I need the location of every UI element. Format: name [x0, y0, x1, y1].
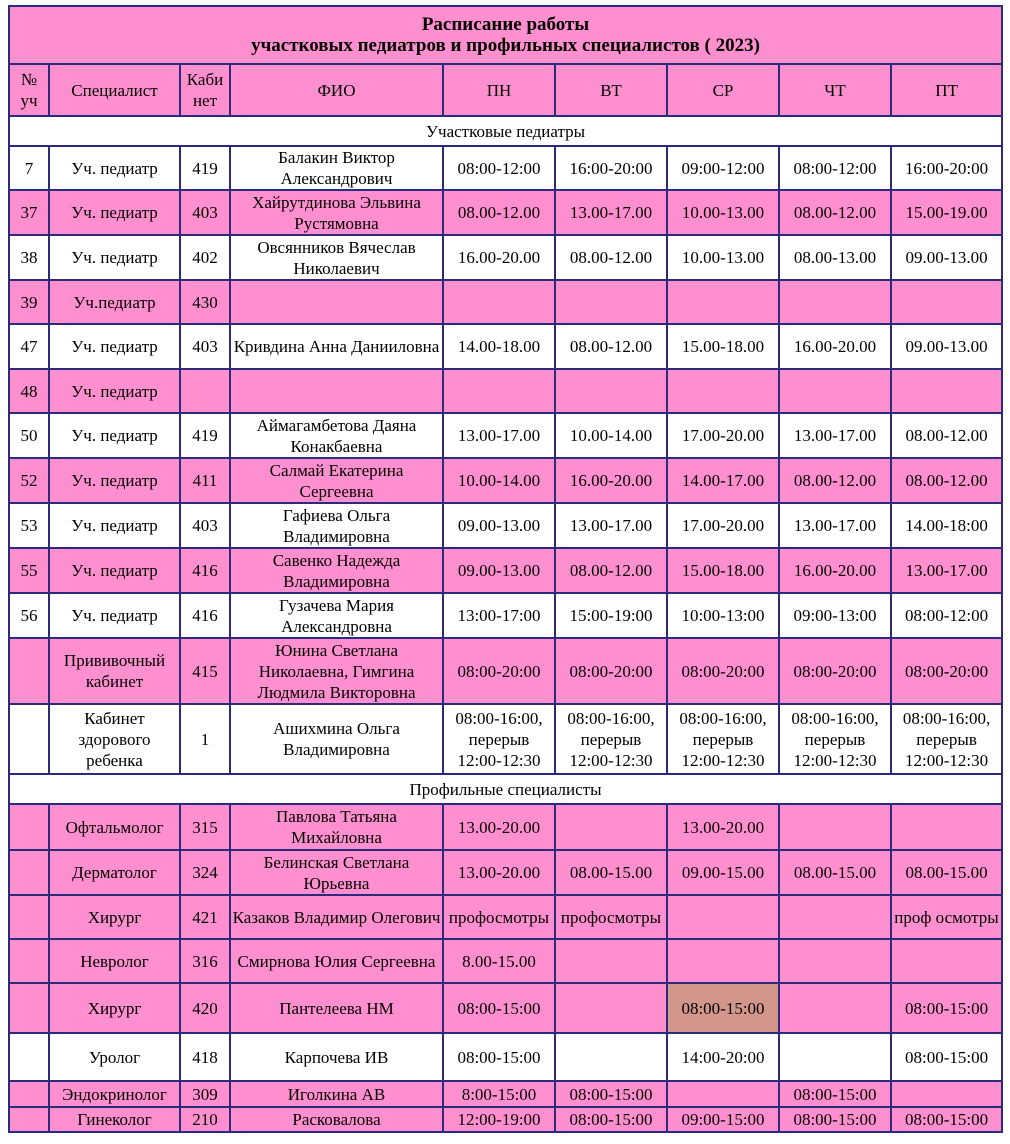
pediatrician-cell-num: 37 [9, 190, 49, 235]
pediatrician-cell-mon: 08.00-12.00 [443, 190, 555, 235]
pediatrician-cell-num: 52 [9, 458, 49, 503]
pediatrician-cell-tue: 08:00-16:00, перерыв 12:00-12:30 [555, 704, 667, 774]
pediatrician-row [9, 413, 1002, 458]
pediatrician-row [9, 324, 1002, 369]
specialist-cell-spec: Невролог [49, 939, 180, 983]
pediatrician-cell-mon: 14.00-18.00 [443, 324, 555, 369]
pediatrician-cell-spec: Уч. педиатр [49, 413, 180, 458]
pediatrician-cell-thu: 16.00-20.00 [779, 324, 891, 369]
pediatrician-cell-thu: 08:00-12:00 [779, 146, 891, 190]
pediatrician-cell-fio: Овсянников Вячеслав Николаевич [230, 235, 443, 280]
pediatrician-cell-fri: 15.00-19.00 [891, 190, 1002, 235]
specialist-cell-fri: 08:00-15:00 [891, 1107, 1002, 1132]
pediatrician-cell-fio: Юнина Светлана Николаевна, Гимгина Людмила Викторовна [230, 638, 443, 704]
pediatrician-cell-tue: 16:00-20:00 [555, 146, 667, 190]
pediatrician-cell-cab: 419 [180, 146, 230, 190]
specialist-cell-wed: 09.00-15.00 [667, 850, 779, 895]
specialist-cell-num [9, 895, 49, 939]
specialist-cell-fio: Карпочева ИВ [230, 1033, 443, 1081]
specialist-cell-fri: проф осмотры [891, 895, 1002, 939]
specialist-cell-cab: 420 [180, 983, 230, 1033]
specialist-cell-num [9, 850, 49, 895]
specialist-row [9, 983, 1002, 1033]
specialist-cell-tue [555, 1033, 667, 1081]
header-row [9, 64, 1002, 116]
pediatrician-cell-cab: 415 [180, 638, 230, 704]
pediatrician-cell-fri: 08:00-12:00 [891, 593, 1002, 638]
pediatrician-cell-fri [891, 369, 1002, 413]
specialist-row [9, 850, 1002, 895]
specialist-cell-cab: 324 [180, 850, 230, 895]
header-tue: ВТ [555, 64, 667, 116]
pediatrician-cell-fio [230, 280, 443, 324]
pediatrician-cell-mon [443, 369, 555, 413]
pediatrician-cell-tue: 08.00-12.00 [555, 324, 667, 369]
specialist-cell-fio: Смирнова Юлия Сергеевна [230, 939, 443, 983]
specialist-cell-fio: Расковалова [230, 1107, 443, 1132]
specialist-cell-mon: 13.00-20.00 [443, 850, 555, 895]
pediatrician-cell-tue: 16.00-20.00 [555, 458, 667, 503]
pediatrician-row [9, 235, 1002, 280]
header-cabinet: Каби нет [180, 64, 230, 116]
pediatrician-cell-fri: 09.00-13.00 [891, 324, 1002, 369]
pediatrician-cell-thu: 13.00-17.00 [779, 413, 891, 458]
pediatrician-cell-fio: Балакин Виктор Александрович [230, 146, 443, 190]
specialist-cell-thu: 08:00-15:00 [779, 1107, 891, 1132]
pediatrician-cell-tue [555, 280, 667, 324]
pediatrician-cell-spec: Уч.педиатр [49, 280, 180, 324]
specialist-cell-wed [667, 939, 779, 983]
pediatrician-cell-fio: Гафиева Ольга Владимировна [230, 503, 443, 548]
specialist-cell-thu: 08:00-15:00 [779, 1081, 891, 1107]
specialist-cell-num [9, 804, 49, 850]
pediatrician-row [9, 369, 1002, 413]
pediatrician-cell-wed: 10.00-13.00 [667, 235, 779, 280]
specialist-cell-thu [779, 1033, 891, 1081]
specialist-row [9, 939, 1002, 983]
pediatrician-cell-mon [443, 280, 555, 324]
specialist-cell-thu [779, 939, 891, 983]
pediatrician-cell-mon: 08:00-16:00, перерыв 12:00-12:30 [443, 704, 555, 774]
pediatrician-cell-thu: 08.00-12.00 [779, 458, 891, 503]
pediatrician-cell-fio [230, 369, 443, 413]
header-fri: ПТ [891, 64, 1002, 116]
pediatrician-cell-wed: 10.00-13.00 [667, 190, 779, 235]
specialist-cell-mon: 08:00-15:00 [443, 983, 555, 1033]
schedule-table [8, 5, 1003, 1133]
pediatrician-cell-num: 39 [9, 280, 49, 324]
specialist-cell-tue [555, 804, 667, 850]
specialist-cell-num [9, 1107, 49, 1132]
specialist-row [9, 895, 1002, 939]
specialist-cell-num [9, 983, 49, 1033]
pediatrician-cell-thu: 16.00-20.00 [779, 548, 891, 593]
pediatrician-cell-wed: 17.00-20.00 [667, 503, 779, 548]
specialist-cell-thu [779, 983, 891, 1033]
specialist-cell-tue: 08:00-15:00 [555, 1081, 667, 1107]
specialist-cell-mon: 8:00-15:00 [443, 1081, 555, 1107]
header-specialist: Специалист [49, 64, 180, 116]
pediatrician-row [9, 593, 1002, 638]
specialist-cell-mon: профосмотры [443, 895, 555, 939]
specialist-row [9, 804, 1002, 850]
pediatrician-cell-fio: Гузачева Мария Александровна [230, 593, 443, 638]
pediatrician-cell-cab: 403 [180, 503, 230, 548]
pediatrician-cell-tue: 13.00-17.00 [555, 190, 667, 235]
specialist-cell-mon: 12:00-19:00 [443, 1107, 555, 1132]
pediatrician-cell-mon: 09.00-13.00 [443, 503, 555, 548]
pediatrician-cell-num: 7 [9, 146, 49, 190]
specialist-cell-fio: Пантелеева НМ [230, 983, 443, 1033]
pediatrician-cell-wed: 15.00-18.00 [667, 324, 779, 369]
specialist-cell-num [9, 1033, 49, 1081]
pediatrician-cell-fio: Ашихмина Ольга Владимировна [230, 704, 443, 774]
specialist-cell-cab: 421 [180, 895, 230, 939]
pediatrician-row [9, 458, 1002, 503]
specialist-cell-fio: Казаков Владимир Олегович [230, 895, 443, 939]
pediatrician-cell-cab: 402 [180, 235, 230, 280]
pediatrician-row [9, 704, 1002, 774]
specialist-cell-wed: 09:00-15:00 [667, 1107, 779, 1132]
pediatrician-cell-tue: 08:00-20:00 [555, 638, 667, 704]
pediatrician-cell-fri: 14.00-18:00 [891, 503, 1002, 548]
pediatrician-cell-cab: 403 [180, 324, 230, 369]
pediatrician-cell-cab: 419 [180, 413, 230, 458]
pediatrician-cell-wed: 09:00-12:00 [667, 146, 779, 190]
pediatrician-cell-fri: 08:00-20:00 [891, 638, 1002, 704]
specialist-row [9, 1107, 1002, 1132]
pediatrician-cell-fio: Салмай Екатерина Сергеевна [230, 458, 443, 503]
pediatrician-cell-mon: 13.00-17.00 [443, 413, 555, 458]
pediatrician-cell-cab [180, 369, 230, 413]
specialist-cell-thu [779, 895, 891, 939]
pediatrician-cell-fio: Хайрутдинова Эльвина Рустямовна [230, 190, 443, 235]
specialist-cell-tue [555, 983, 667, 1033]
header-fio: ФИО [230, 64, 443, 116]
pediatrician-cell-fri: 16:00-20:00 [891, 146, 1002, 190]
pediatrician-cell-thu: 08.00-12.00 [779, 190, 891, 235]
pediatrician-cell-fio: Аймагамбетова Даяна Конакбаевна [230, 413, 443, 458]
pediatrician-cell-tue: 10.00-14.00 [555, 413, 667, 458]
pediatrician-cell-mon: 13:00-17:00 [443, 593, 555, 638]
pediatrician-cell-mon: 10.00-14.00 [443, 458, 555, 503]
specialist-cell-spec: Хирург [49, 895, 180, 939]
specialist-cell-spec: Уролог [49, 1033, 180, 1081]
specialist-row [9, 1081, 1002, 1107]
pediatrician-cell-num [9, 704, 49, 774]
pediatrician-cell-thu: 08.00-13.00 [779, 235, 891, 280]
title-line-2: участковых педиатров и профильных специалистов ( 2023) [251, 35, 760, 56]
pediatrician-cell-tue: 13.00-17.00 [555, 503, 667, 548]
pediatrician-cell-mon: 09.00-13.00 [443, 548, 555, 593]
pediatrician-cell-thu: 13.00-17.00 [779, 503, 891, 548]
specialist-cell-fio: Павлова Татьяна Михайловна [230, 804, 443, 850]
pediatrician-row [9, 146, 1002, 190]
pediatrician-cell-spec: Уч. педиатр [49, 146, 180, 190]
specialist-cell-cab: 309 [180, 1081, 230, 1107]
pediatrician-cell-num: 56 [9, 593, 49, 638]
pediatrician-cell-num: 38 [9, 235, 49, 280]
pediatrician-cell-thu [779, 369, 891, 413]
pediatrician-cell-spec: Уч. педиатр [49, 503, 180, 548]
pediatrician-cell-fri: 08.00-12.00 [891, 458, 1002, 503]
pediatrician-cell-fri: 13.00-17.00 [891, 548, 1002, 593]
pediatrician-cell-num: 47 [9, 324, 49, 369]
specialist-cell-fri [891, 1081, 1002, 1107]
pediatrician-cell-thu: 08:00-16:00, перерыв 12:00-12:30 [779, 704, 891, 774]
header-mon: ПН [443, 64, 555, 116]
pediatrician-cell-cab: 430 [180, 280, 230, 324]
pediatrician-cell-spec: Уч. педиатр [49, 593, 180, 638]
pediatrician-cell-tue [555, 369, 667, 413]
pediatrician-cell-num: 55 [9, 548, 49, 593]
specialist-row [9, 1033, 1002, 1081]
pediatrician-cell-wed: 08:00-20:00 [667, 638, 779, 704]
pediatrician-cell-spec: Уч. педиатр [49, 369, 180, 413]
specialist-cell-fri: 08.00-15.00 [891, 850, 1002, 895]
pediatrician-cell-cab: 411 [180, 458, 230, 503]
pediatrician-cell-spec: Уч. педиатр [49, 190, 180, 235]
specialist-cell-fri [891, 939, 1002, 983]
pediatrician-cell-num [9, 638, 49, 704]
schedule-document [8, 5, 1001, 1135]
specialist-cell-cab: 418 [180, 1033, 230, 1081]
pediatrician-cell-wed: 14.00-17.00 [667, 458, 779, 503]
section-pediatricians: Участковые педиатры [9, 116, 1002, 146]
specialist-cell-spec: Гинеколог [49, 1107, 180, 1132]
pediatrician-cell-num: 53 [9, 503, 49, 548]
header-wed: СР [667, 64, 779, 116]
pediatrician-cell-wed: 10:00-13:00 [667, 593, 779, 638]
pediatrician-cell-spec: Уч. педиатр [49, 458, 180, 503]
header-thu: ЧТ [779, 64, 891, 116]
pediatrician-cell-cab: 416 [180, 548, 230, 593]
specialist-cell-spec: Хирург [49, 983, 180, 1033]
pediatrician-cell-fio: Савенко Надежда Владимировна [230, 548, 443, 593]
pediatrician-cell-mon: 08:00-20:00 [443, 638, 555, 704]
specialist-cell-spec: Эндокринолог [49, 1081, 180, 1107]
pediatrician-cell-tue: 15:00-19:00 [555, 593, 667, 638]
pediatrician-cell-wed: 08:00-16:00, перерыв 12:00-12:30 [667, 704, 779, 774]
specialist-cell-tue: профосмотры [555, 895, 667, 939]
specialist-cell-fri: 08:00-15:00 [891, 983, 1002, 1033]
specialist-cell-cab: 315 [180, 804, 230, 850]
specialist-cell-fio: Белинская Светлана Юрьевна [230, 850, 443, 895]
pediatrician-cell-thu [779, 280, 891, 324]
specialist-cell-mon: 8.00-15.00 [443, 939, 555, 983]
specialist-cell-wed: 08:00-15:00 [667, 983, 779, 1033]
specialist-cell-tue: 08:00-15:00 [555, 1107, 667, 1132]
specialist-cell-thu [779, 804, 891, 850]
pediatrician-cell-num: 50 [9, 413, 49, 458]
pediatrician-cell-wed: 17.00-20.00 [667, 413, 779, 458]
pediatrician-cell-fri [891, 280, 1002, 324]
pediatrician-row [9, 638, 1002, 704]
pediatrician-cell-spec: Прививочный кабинет [49, 638, 180, 704]
pediatrician-row [9, 548, 1002, 593]
specialist-cell-fio: Иголкина АВ [230, 1081, 443, 1107]
pediatrician-cell-cab: 1 [180, 704, 230, 774]
section-specialists: Профильные специалисты [9, 774, 1002, 804]
pediatrician-cell-cab: 403 [180, 190, 230, 235]
pediatrician-row [9, 503, 1002, 548]
specialist-cell-spec: Офтальмолог [49, 804, 180, 850]
pediatrician-cell-fri: 09.00-13.00 [891, 235, 1002, 280]
specialist-cell-wed [667, 895, 779, 939]
specialist-cell-fri [891, 804, 1002, 850]
pediatrician-cell-spec: Уч. педиатр [49, 548, 180, 593]
pediatrician-row [9, 190, 1002, 235]
pediatrician-cell-fri: 08.00-12.00 [891, 413, 1002, 458]
specialist-cell-wed: 13.00-20.00 [667, 804, 779, 850]
pediatrician-cell-wed [667, 369, 779, 413]
specialist-cell-tue [555, 939, 667, 983]
header-num: № уч [9, 64, 49, 116]
pediatrician-cell-wed: 15.00-18.00 [667, 548, 779, 593]
specialist-cell-cab: 210 [180, 1107, 230, 1132]
pediatrician-cell-spec: Кабинет здорового ребенка [49, 704, 180, 774]
specialist-cell-spec: Дерматолог [49, 850, 180, 895]
pediatrician-cell-spec: Уч. педиатр [49, 324, 180, 369]
title-line-1: Расписание работы [421, 14, 590, 35]
specialist-cell-wed: 14:00-20:00 [667, 1033, 779, 1081]
specialist-cell-fri: 08:00-15:00 [891, 1033, 1002, 1081]
pediatrician-cell-fri: 08:00-16:00, перерыв 12:00-12:30 [891, 704, 1002, 774]
pediatrician-cell-mon: 16.00-20.00 [443, 235, 555, 280]
pediatrician-cell-num: 48 [9, 369, 49, 413]
specialist-cell-wed [667, 1081, 779, 1107]
pediatrician-cell-thu: 08:00-20:00 [779, 638, 891, 704]
pediatrician-cell-tue: 08.00-12.00 [555, 548, 667, 593]
specialist-cell-cab: 316 [180, 939, 230, 983]
page-title [9, 6, 1002, 64]
pediatrician-cell-tue: 08.00-12.00 [555, 235, 667, 280]
specialist-cell-num [9, 939, 49, 983]
pediatrician-cell-fio: Кривдина Анна Данииловна [230, 324, 443, 369]
pediatrician-cell-wed [667, 280, 779, 324]
pediatrician-cell-mon: 08:00-12:00 [443, 146, 555, 190]
pediatrician-cell-spec: Уч. педиатр [49, 235, 180, 280]
specialist-cell-tue: 08.00-15.00 [555, 850, 667, 895]
pediatrician-cell-cab: 416 [180, 593, 230, 638]
specialist-cell-num [9, 1081, 49, 1107]
pediatrician-cell-thu: 09:00-13:00 [779, 593, 891, 638]
specialist-cell-mon: 13.00-20.00 [443, 804, 555, 850]
pediatrician-row [9, 280, 1002, 324]
specialist-cell-mon: 08:00-15:00 [443, 1033, 555, 1081]
specialist-cell-thu: 08.00-15.00 [779, 850, 891, 895]
